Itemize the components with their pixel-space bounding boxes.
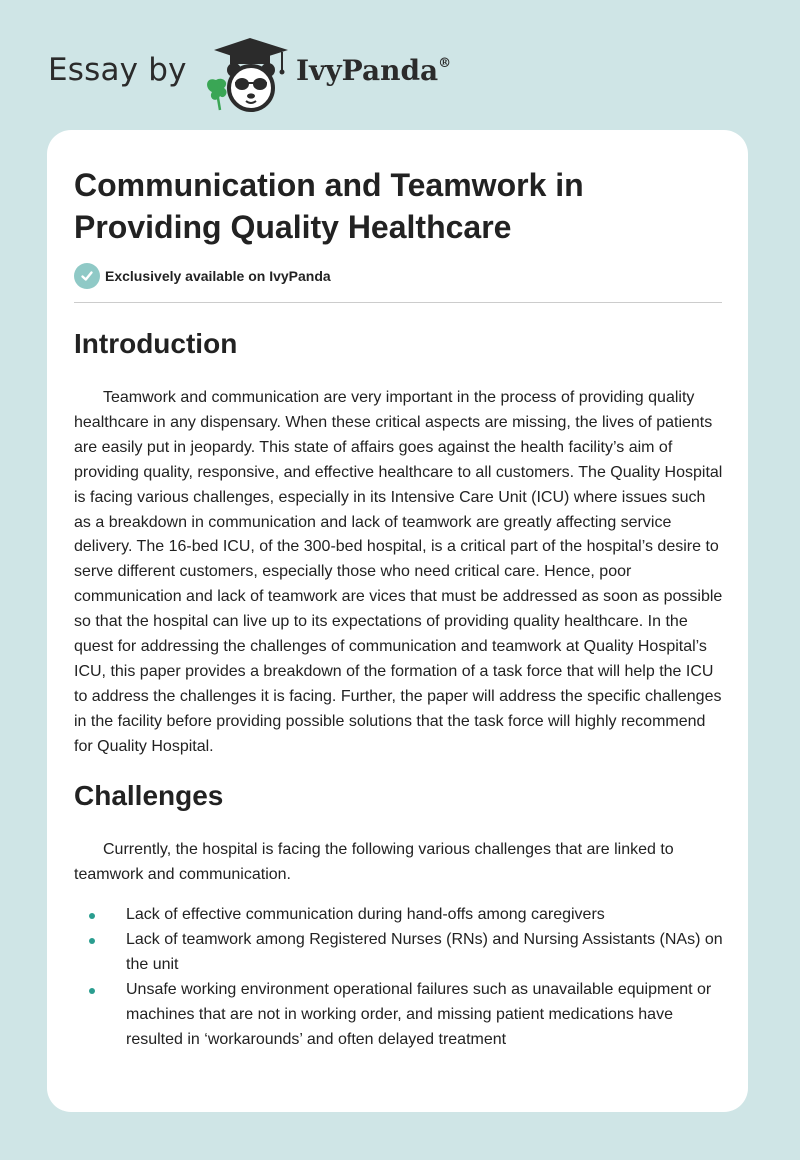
registered-mark: ® xyxy=(438,56,452,71)
exclusive-badge xyxy=(74,263,331,289)
list-item xyxy=(74,978,724,1053)
bullet-dot-icon xyxy=(89,913,95,919)
check-icon xyxy=(74,263,100,289)
brand-prefix: Essay by xyxy=(48,52,187,88)
list-item-text: Lack of teamwork among Registered Nurses (RNs) and Nursing Assistants (NAs) on the unit xyxy=(126,931,723,974)
list-item xyxy=(74,903,724,928)
challenges-paragraph: Currently, the hospital is facing the following various challenges that are linked to teamwork and communication. xyxy=(74,840,674,883)
essay-card xyxy=(47,130,748,1112)
divider xyxy=(74,302,722,303)
ivypanda-logo-icon[interactable] xyxy=(202,36,294,112)
page-title: Communication and Teamwork in Providing Quality Healthcare xyxy=(74,167,584,245)
list-item-text: Lack of effective communication during hand-offs among caregivers xyxy=(126,906,605,924)
bullet-dot-icon xyxy=(89,988,95,994)
section-heading-challenges: Challenges xyxy=(74,779,224,811)
bullet-dot-icon xyxy=(89,938,95,944)
introduction-paragraph: Teamwork and communication are very important in the process of providing quality healthcare in any dispensary. When these critical aspects are missing, the lives of patients are easily put in jeopardy. This state of affairs goes against the health facility’s aim of providing quality, responsive, and effective healthcare to all customers. The Quality Hospital is facing various challenges, especially in its Intensive Care Unit (ICU) where issues such as a breakdown in communication and lack of teamwork are greatly affecting service delivery. The 16-bed ICU, of the 300-bed hospital, is a critical part of the hospital’s desire to serve different customers, especially those who need critical care. Hence, poor communication and lack of teamwork are vices that must be addressed as soon as possible so that the hospital can live up to its expectations of providing quality healthcare. In the quest for addressing the challenges of communication and teamwork at Quality Hospital’s ICU, this paper provides a breakdown of the formation of a task force that will help the ICU to address the challenges it is facing. Further, the paper will address the specific challenges in the facility before providing possible solutions that the task force will highly recommend for Quality Hospital. xyxy=(74,389,723,755)
list-item-text: Unsafe working environment operational failures such as unavailable equipment or machines that are not in working order, and missing patient medications have resulted in ‘workarounds’ and often delayed treatment xyxy=(126,981,712,1048)
list-item xyxy=(74,928,724,978)
brand-header xyxy=(48,34,468,114)
brand-name[interactable] xyxy=(296,54,451,87)
essay-body xyxy=(74,310,724,1053)
brand-name-text: IvyPanda xyxy=(296,54,439,87)
section-heading-introduction: Introduction xyxy=(74,328,238,359)
exclusive-badge-text: Exclusively available on IvyPanda xyxy=(105,268,331,284)
challenges-list xyxy=(74,903,724,1052)
